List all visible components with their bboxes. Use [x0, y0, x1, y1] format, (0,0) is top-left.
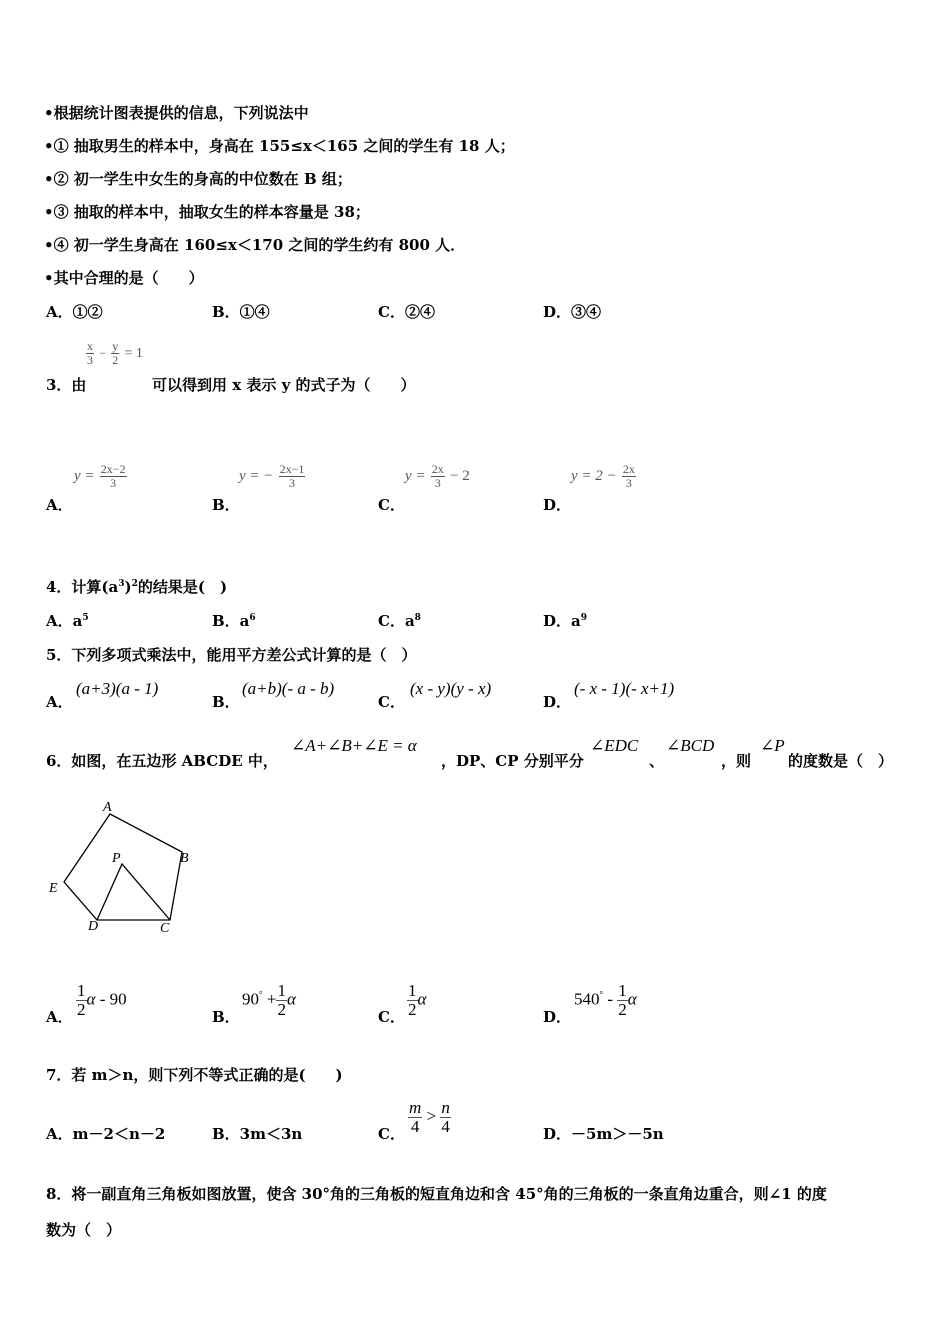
q5-formula-a: (a+3)(a - 1) — [76, 679, 159, 698]
question-prompt: •其中合理的是（ ） — [44, 269, 204, 287]
bisector-lines — [97, 864, 170, 920]
q5-option-b[interactable]: B． — [212, 693, 240, 711]
q6-stem-part4: ，则 — [721, 752, 752, 770]
q6-option-c[interactable]: C． — [378, 1008, 405, 1026]
q3-stem-number: 3．由 — [46, 376, 87, 394]
statement-2: •② 初一学生中女生的身高的中位数在 B 组； — [44, 170, 352, 188]
q3-formula-a: y = $\frac{2x-2}{3}$ — [74, 462, 126, 490]
q3-stem: 可以得到用 x 表示 y 的式子为（ ） — [152, 376, 416, 394]
statement-intro: •根据统计图表提供的信息，下列说法中 — [44, 104, 309, 122]
q5-option-c[interactable]: C． — [378, 693, 405, 711]
statement-3: •③ 抽取的样本中，抽取女生的样本容量是 38； — [44, 203, 370, 221]
q5-formula-b: (a+b)(- a - b) — [242, 679, 335, 698]
q7-formula-c: $\frac{m}{4}$ > $\frac{n}{4}$ — [409, 1098, 450, 1136]
q6-angle-edc: ∠EDC — [590, 736, 639, 755]
q7-option-c[interactable]: C． — [378, 1125, 405, 1143]
q4-option-c[interactable]: C．$a^8$ — [378, 612, 421, 630]
q6-option-a[interactable]: A． — [46, 1008, 73, 1026]
q5-stem: 5．下列多项式乘法中，能用平方差公式计算的是（ ） — [46, 646, 417, 664]
vertex-e-label: E — [49, 881, 58, 896]
q2-option-d[interactable]: D．③④ — [543, 303, 602, 321]
q3-equation: $\frac{x}{3}$ − $\frac{y}{2}$ = 1 — [87, 339, 143, 367]
q3-option-d[interactable]: D． — [543, 496, 572, 514]
q6-angle-p: ∠P — [760, 736, 785, 755]
q4-option-a[interactable]: A．$a^5$ — [46, 612, 89, 630]
q5-option-d[interactable]: D． — [543, 693, 572, 711]
point-p-label: P — [112, 851, 121, 866]
q6-formula-d: 540° - $\frac{1}{2}$ α — [574, 981, 637, 1019]
pentagon-abcde — [64, 814, 182, 920]
q6-stem-part1: 6．如图，在五边形 ABCDE 中， — [46, 752, 278, 770]
statement-1: •① 抽取男生的样本中，身高在 155≤x＜165 之间的学生有 18 人； — [44, 137, 515, 155]
vertex-a-label: A — [103, 800, 112, 815]
q3-option-c[interactable]: C． — [378, 496, 405, 514]
statement-4: •④ 初一学生身高在 160≤x＜170 之间的学生约有 800 人． — [44, 236, 466, 254]
q3-option-b[interactable]: B． — [212, 496, 240, 514]
q4-stem: 4．计算$(a^3)^2$的结果是( ) — [46, 578, 228, 596]
q3-option-a[interactable]: A． — [46, 496, 73, 514]
vertex-d-label: D — [88, 919, 99, 934]
q3-formula-c: y = $\frac{2x}{3}$ − 2 — [405, 462, 470, 490]
q8-stem-line2: 数为（ ） — [46, 1221, 122, 1239]
q6-stem-part3: 、 — [649, 752, 665, 770]
q6-condition: ∠A+∠B+∠E = α — [291, 736, 417, 755]
q4-option-d[interactable]: D．$a^9$ — [543, 612, 587, 630]
q6-angle-bcd: ∠BCD — [666, 736, 715, 755]
vertex-b-label: B — [180, 851, 189, 866]
q7-option-d[interactable]: D．－5m＞－5n — [543, 1125, 664, 1143]
q6-option-d[interactable]: D． — [543, 1008, 572, 1026]
q7-stem: 7．若 m＞n，则下列不等式正确的是( ) — [46, 1066, 343, 1084]
q2-option-b[interactable]: B．①④ — [212, 303, 270, 321]
q6-option-b[interactable]: B． — [212, 1008, 240, 1026]
q2-option-c[interactable]: C．②④ — [378, 303, 435, 321]
q3-formula-b: y = − $\frac{2x-1}{3}$ — [239, 462, 305, 490]
q6-formula-b: 90° + $\frac{1}{2}$ α — [242, 981, 296, 1019]
q8-stem-line1: 8．将一副直角三角板如图放置，使含 30°角的三角板的短直角边和含 45°角的三角板的一条直角边重合，则∠1 的度 — [46, 1185, 827, 1203]
vertex-c-label: C — [160, 921, 170, 936]
q6-formula-c: $\frac{1}{2}$ α — [408, 981, 427, 1019]
q2-option-a[interactable]: A．①② — [46, 303, 103, 321]
q5-formula-c: (x - y)(y - x) — [410, 679, 492, 698]
q6-stem-part5: 的度数是（ ） — [788, 752, 894, 770]
q5-option-a[interactable]: A． — [46, 693, 73, 711]
q3-formula-d: y = 2 − $\frac{2x}{3}$ — [571, 462, 635, 490]
q6-pentagon-figure — [40, 790, 210, 940]
q6-formula-a: $\frac{1}{2}$ α - 90 — [77, 981, 127, 1019]
q7-option-b[interactable]: B．3m＜3n — [212, 1125, 303, 1143]
q7-option-a[interactable]: A．m－2＜n－2 — [46, 1125, 166, 1143]
q4-option-b[interactable]: B．$a^6$ — [212, 612, 256, 630]
q5-formula-d: (- x - 1)(- x+1) — [574, 679, 675, 698]
q6-stem-part2: ，DP、CP 分别平分 — [441, 752, 584, 770]
